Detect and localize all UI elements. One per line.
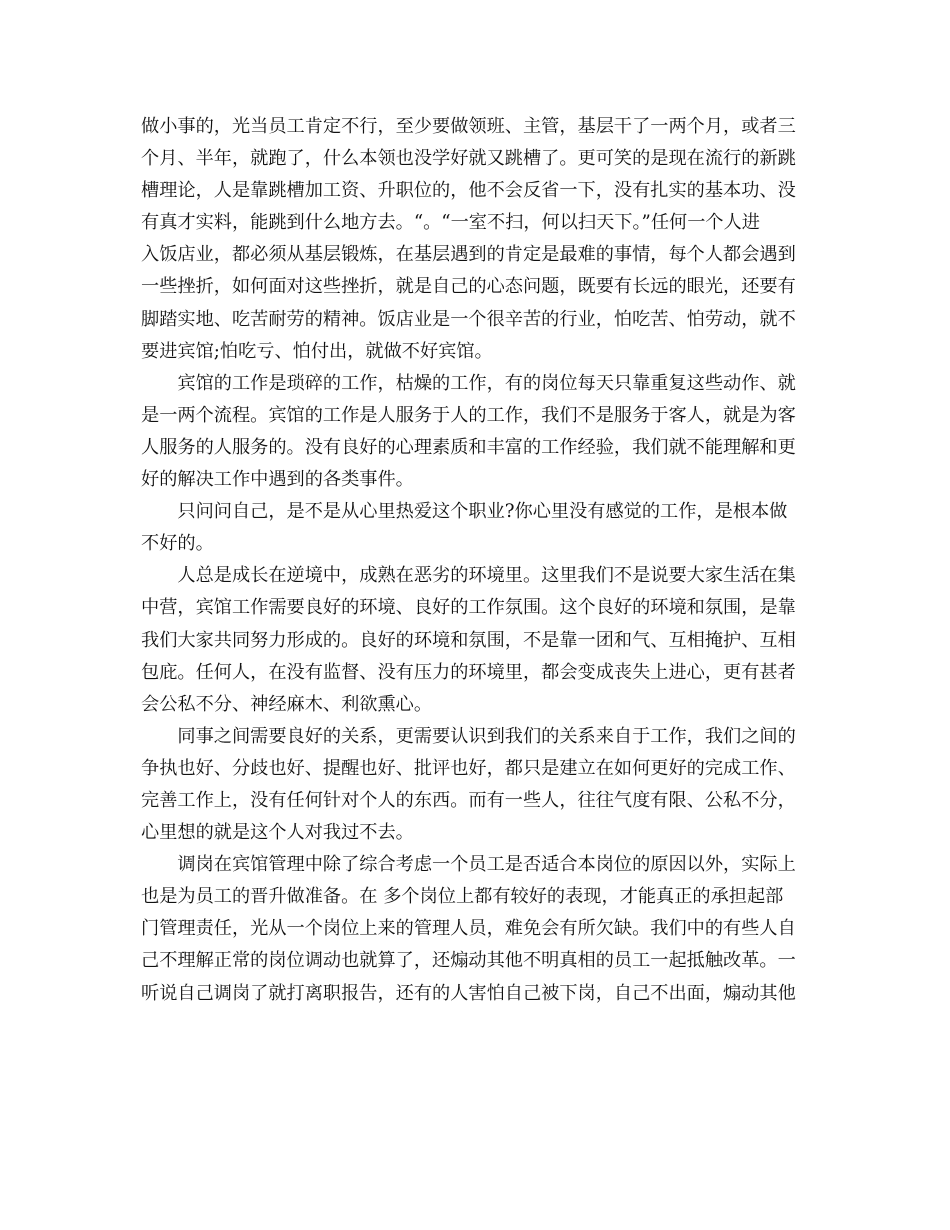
text-line: 只问问自己，是不是从心里热爱这个职业?你心里没有感觉的工作，是根本做 xyxy=(177,501,788,523)
text-line: 人总是成长在逆境中，成熟在恶劣的环境里。这里我们不是说要大家生活在集 xyxy=(177,565,796,587)
text-line: 包庇。任何人，在没有监督、没有压力的环境里，都会变成丧失上进心，更有甚者 xyxy=(141,661,796,683)
text-line: 同事之间需要良好的关系，更需要认识到我们的关系来自于工作，我们之间的 xyxy=(177,725,796,747)
paragraph-3 xyxy=(141,496,813,560)
text-line: 槽理论，人是靠跳槽加工资、升职位的，他不会反省一下，没有扎实的基本功、没 xyxy=(141,180,796,202)
text-line: 也是为员工的晋升做准备。在 多个岗位上都有较好的表现，才能真正的承担起部 xyxy=(141,886,784,908)
text-line: 脚踏实地、吃苦耐劳的精神。饭店业是一个很辛苦的行业，怕吃苦、怕劳动，就不 xyxy=(141,308,796,330)
text-line: 争执也好、分歧也好、提醒也好、批评也好，都只是建立在如何更好的完成工作、 xyxy=(141,757,796,779)
text-line: 听说自己调岗了就打离职报告，还有的人害怕自己被下岗，自己不出面，煽动其他 xyxy=(141,982,796,1004)
text-line: 中营，宾馆工作需要良好的环境、良好的工作氛围。这个良好的环境和氛围，是靠 xyxy=(141,597,796,619)
text-line: 门管理责任，光从一个岗位上来的管理人员，难免会有所欠缺。我们中的有些人自 xyxy=(141,918,796,940)
text-line: 心里想的就是这个人对我过不去。 xyxy=(141,822,414,844)
text-line: 入饭店业，都必须从基层锻炼，在基层遇到的肯定是最难的事情，每个人都会遇到 xyxy=(141,244,796,266)
text-line: 人服务的人服务的。没有良好的心理素质和丰富的工作经验，我们就不能理解和更 xyxy=(141,436,796,458)
text-line: 完善工作上，没有任何针对个人的东西。而有一些人，往往气度有限、公私不分， xyxy=(141,789,796,811)
text-line: 是一两个流程。宾馆的工作是人服务于人的工作，我们不是服务于客人，就是为客 xyxy=(141,404,796,426)
text-line: 己不理解正常的岗位调动也就算了，还煽动其他不明真相的员工一起抵触改革。一 xyxy=(141,950,796,972)
document-page xyxy=(141,111,813,1010)
text-line: 要进宾馆;怕吃亏、怕付出，就做不好宾馆。 xyxy=(141,340,493,362)
text-line: 一些挫折，如何面对这些挫折，就是自己的心态问题，既要有长远的眼光，还要有 xyxy=(141,276,796,298)
paragraph-1 xyxy=(141,111,813,368)
text-line: 调岗在宾馆管理中除了综合考虑一个员工是否适合本岗位的原因以外，实际上 xyxy=(177,854,796,876)
text-line: 我们大家共同努力形成的。良好的环境和氛围，不是靠一团和气、互相掩护、互相 xyxy=(141,629,796,651)
text-line: 会公私不分、神经麻木、利欲熏心。 xyxy=(141,693,433,715)
text-line: 个月、半年，就跑了，什么本领也没学好就又跳槽了。更可笑的是现在流行的新跳 xyxy=(141,148,796,170)
text-line: 不好的。 xyxy=(141,533,214,555)
paragraph-4 xyxy=(141,560,813,720)
paragraph-6 xyxy=(141,849,813,1009)
text-line: 做小事的，光当员工肯定不行，至少要做领班、主管，基层干了一两个月，或者三 xyxy=(141,116,796,137)
text-line: 有真才实料，能跳到什么地方去。“。“一室不扫，何以扫天下。”任何一个人进 xyxy=(141,212,760,234)
text-line: 宾馆的工作是琐碎的工作，枯燥的工作，有的岗位每天只靠重复这些动作、就 xyxy=(177,372,796,394)
paragraph-2 xyxy=(141,368,813,496)
text-line: 好的解决工作中遇到的各类事件。 xyxy=(141,469,414,491)
paragraph-5 xyxy=(141,721,813,849)
